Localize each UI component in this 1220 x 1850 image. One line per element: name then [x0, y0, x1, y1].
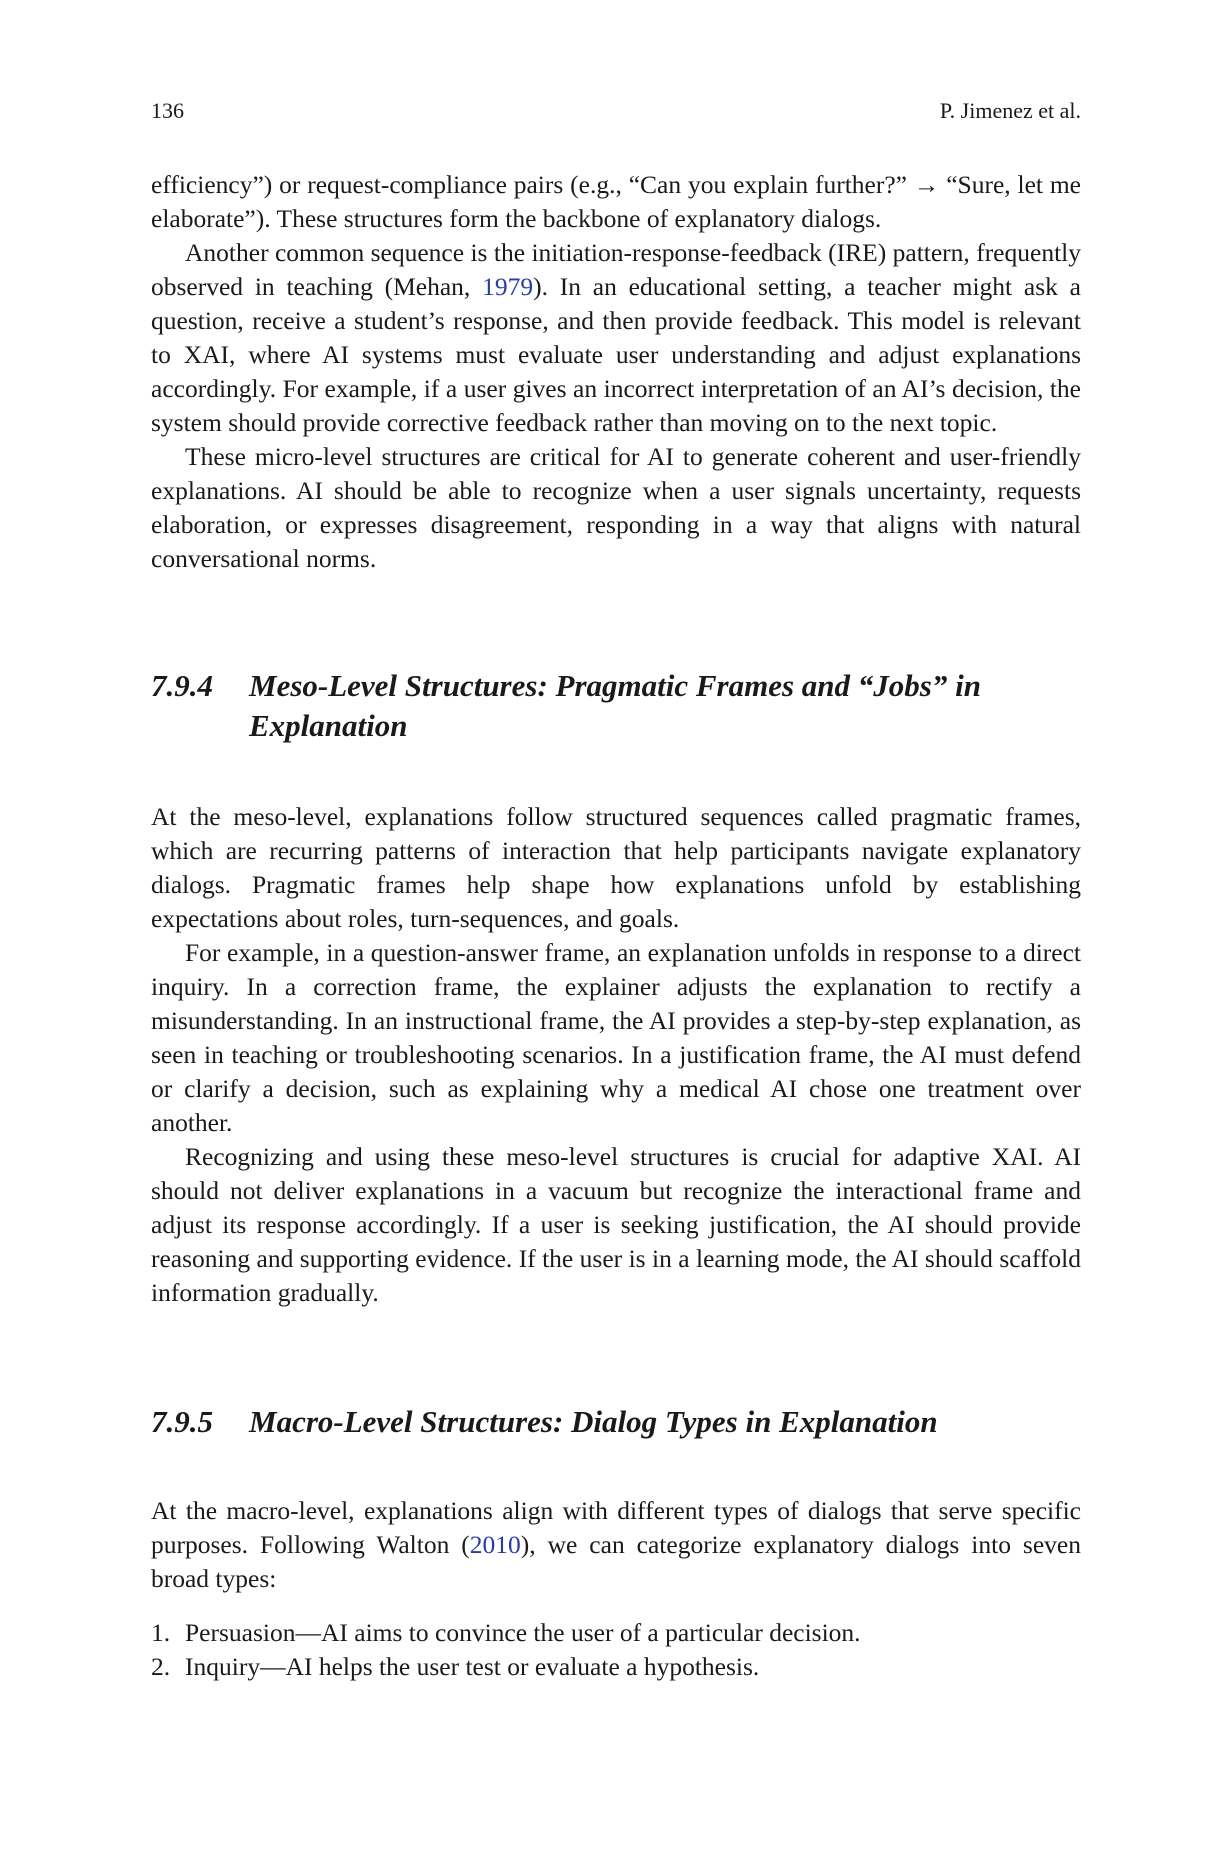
running-head: [151, 98, 1081, 128]
citation-link-walton-2010[interactable]: 2010: [469, 1530, 521, 1559]
intro-paragraph-2: [151, 236, 1081, 440]
list-item: [151, 1650, 1081, 1684]
meso-paragraph-2: For example, in a question-answer frame, an explanation unfolds in response to a direct inquiry. In a correction frame, the explainer adjusts the explanation to rectify a misunderstanding. In an instructional frame, the AI provides a step-by-step explanation, as seen in teaching or troubleshooting scenarios. In a justification frame, the AI must defend or clarify a decision, such as explaining why a medical AI chose one treatment over another.: [151, 938, 1081, 1137]
running-head-authors: P. Jimenez et al.: [939, 98, 1081, 123]
list-item-number: 1.: [151, 1618, 171, 1647]
macro-paragraph-1: [151, 1494, 1081, 1596]
section-heading-7-9-4: [151, 666, 1081, 746]
list-item-number: 2.: [151, 1652, 171, 1681]
macro-paragraph-1-text-b: ), we can categorize explanatory dialogs into seven broad types:: [151, 1530, 1081, 1593]
intro-paragraph-1: efficiency”) or request-compliance pairs (e.g., “Can you explain further?” → “Sure, let me elaborate”). These structures form the backbone of explanatory dialogs.: [151, 170, 1081, 233]
intro-paragraph-3: These micro-level structures are critical for AI to generate coherent and user-friendly explanations. AI should be able to recognize when a user signals uncertainty, requests elaboration, or expresses disagreement, responding in a way that aligns with natural conversational norms.: [151, 442, 1081, 573]
page-body: [151, 168, 1081, 1684]
macro-paragraph-1-text-a: At the macro-level, explanations align with different types of dialogs that serve specific purposes. Following Walton (: [151, 1496, 1081, 1559]
section-number: 7.9.4: [151, 668, 213, 703]
page-number: 136: [151, 98, 184, 123]
intro-paragraph-2-text-a: Another common sequence is the initiation-response-feedback (IRE) pattern, frequently observed in teaching (Mehan,: [151, 238, 1081, 301]
section-heading-7-9-5: [151, 1402, 1081, 1442]
list-item-text: Inquiry—AI helps the user test or evaluate a hypothesis.: [185, 1652, 760, 1681]
section-number: 7.9.5: [151, 1404, 213, 1439]
meso-paragraph-1: At the meso-level, explanations follow structured sequences called pragmatic frames, which are recurring patterns of interaction that help participants navigate explanatory dialogs. Pragmatic frames help shape how explanations unfold by establishing expectations about roles, turn-sequences, and goals.: [151, 802, 1081, 933]
meso-paragraph-3: Recognizing and using these meso-level structures is crucial for adaptive XAI. AI should not deliver explanations in a vacuum but recognize the interactional frame and adjust its response accordingly. If a user is seeking justification, the AI should provide reasoning and supporting evidence. If the user is in a learning mode, the AI should scaffold information gradually.: [151, 1142, 1081, 1307]
citation-link-mehan-1979[interactable]: 1979: [482, 272, 534, 301]
dialog-types-list: [151, 1616, 1081, 1684]
list-item-text: Persuasion—AI aims to convince the user of a particular decision.: [185, 1618, 861, 1647]
section-title: Macro-Level Structures: Dialog Types in Explanation: [249, 1404, 938, 1439]
section-title: Meso-Level Structures: Pragmatic Frames and “Jobs” in Explanation: [249, 668, 981, 743]
intro-paragraph-2-text-b: ). In an educational setting, a teacher might ask a question, receive a student’s response, and then provide feedback. This model is relevant to XAI, where AI systems must evaluate user understanding and adjust explanations accordingly. For example, if a user gives an incorrect interpretation of an AI’s decision, the system should provide corrective feedback rather than moving on to the next topic.: [151, 272, 1081, 437]
list-item: [151, 1616, 1081, 1650]
